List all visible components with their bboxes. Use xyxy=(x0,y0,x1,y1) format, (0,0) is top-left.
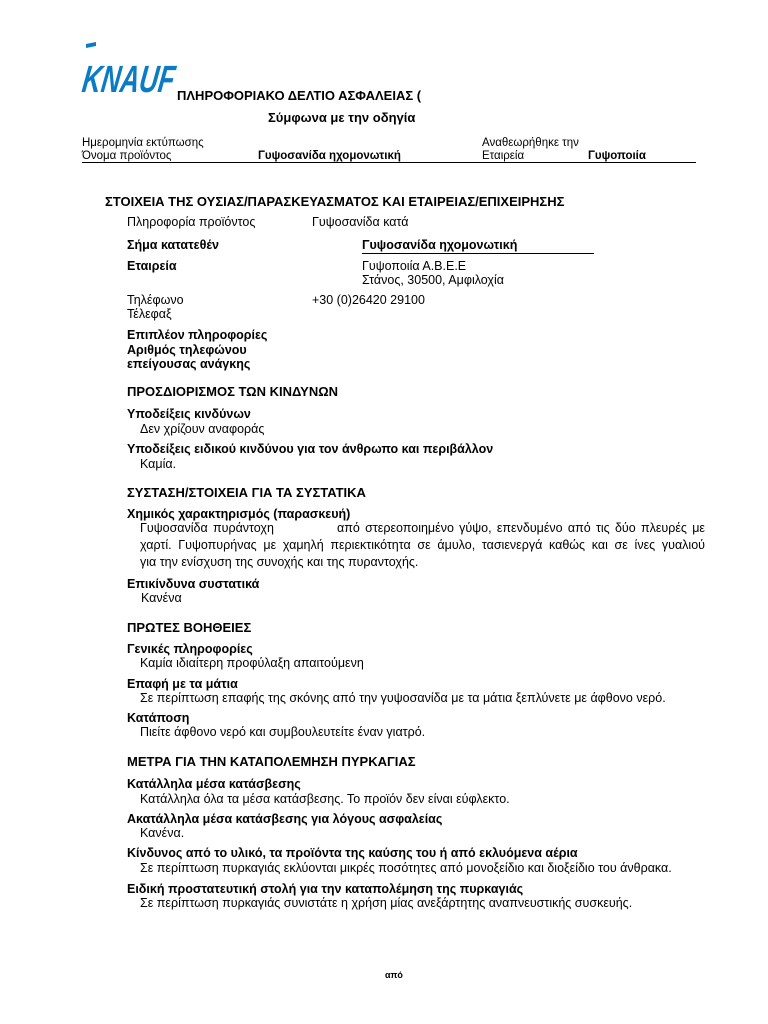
product-info-value: Γυψοσανίδα κατά xyxy=(312,215,409,229)
special-hazard-label: Υποδείξεις ειδικού κινδύνου για τον άνθρωπο και περιβάλλον xyxy=(127,442,494,456)
trademark-underline xyxy=(362,253,594,254)
ingestion-value: Πιείτε άφθονο νερό και συμβουλευτείτε έναν γιατρό. xyxy=(140,725,426,739)
protective-gear-value: Σε περίπτωση πυρκαγιάς συνιστάτε η χρήση μίας ανεξάρτητης αναπνευστικής συσκευής. xyxy=(140,896,633,910)
chemical-label: Χημικός χαρακτηρισμός (παρασκευή) xyxy=(127,507,351,521)
trademark-label: Σήμα κατατεθέν xyxy=(127,238,219,252)
more-info-label: Επιπλέον πληροφορίες xyxy=(127,328,268,342)
hazards-label: Υποδείξεις κινδύνων xyxy=(127,407,251,421)
section4-heading: ΠΡΩΤΕΣ ΒΟΗΘΕΙΕΣ xyxy=(127,620,252,635)
company-line1: Γυψοποιία Α.Β.Ε.Ε xyxy=(362,259,467,273)
combustion-danger-value: Σε περίπτωση πυρκαγιάς εκλύονται μικρές ποσότητες από μονοξείδιο και διοξείδιο του άνθρακα. xyxy=(140,861,672,875)
meta-company-label: Εταιρεία xyxy=(482,150,525,162)
unsuitable-extinguishing-label: Ακατάλληλα μέσα κατάσβεσης για λόγους ασφαλείας xyxy=(127,812,443,826)
product-info-label: Πληροφορία προϊόντος xyxy=(127,215,256,229)
fax-label: Τέλεφαξ xyxy=(127,307,172,321)
unsuitable-extinguishing-value: Κανένα. xyxy=(140,826,185,840)
logo-text: KNAUF xyxy=(79,58,219,101)
chemical-line2: χαρτί. Γυψοπυρήνας με χαμηλή περιεκτικότητα σε άμυλο, τασιενεργά καθώς και σε ίνες γυαλιού xyxy=(140,538,705,552)
section5-heading: ΜΕΤΡΑ ΓΙΑ ΤΗΝ ΚΑΤΑΠΟΛΕΜΗΣΗ ΠΥΡΚΑΓΙΑΣ xyxy=(127,754,416,769)
phone-value: +30 (0)26420 29100 xyxy=(312,293,425,307)
section2-heading: ΠΡΟΣΔΙΟΡΙΣΜΟΣ ΤΩΝ ΚΙΝΔΥΝΩΝ xyxy=(127,384,339,399)
combustion-danger-label: Κίνδυνος από το υλικό, τα προϊόντα της καύσης του ή από εκλυόμενα αέρια xyxy=(127,846,578,860)
page-footer: από xyxy=(385,970,403,980)
special-hazard-value: Καμία. xyxy=(140,457,177,471)
document-title: ΠΛΗΡΟΦΟΡΙΑΚΟ ΔΕΛΤΙΟ ΑΣΦΑΛΕΙΑΣ ( xyxy=(177,88,422,103)
revised-label: Αναθεωρήθηκε την xyxy=(482,137,579,149)
hazards-value: Δεν χρίζουν αναφοράς xyxy=(140,422,265,436)
product-name-label: Όνομα προϊόντος xyxy=(82,150,172,162)
general-info-value: Καμία ιδιαίτερη προφύλαξη απαιτούμενη xyxy=(140,656,364,670)
suitable-extinguishing-value: Κατάλληλα όλα τα μέσα κατάσβεσης. Το προϊόν δεν είναι εύφλεκτο. xyxy=(140,792,510,806)
chemical-line3: για την ενίσχυση της συνοχής και της πυραντοχής. xyxy=(140,555,419,569)
trademark-value: Γυψοσανίδα ηχομονωτική xyxy=(362,238,518,252)
suitable-extinguishing-label: Κατάλληλα μέσα κατάσβεσης xyxy=(127,777,301,791)
emergency-label-line2: επείγουσας ανάγκης xyxy=(127,357,251,371)
chemical-description xyxy=(140,520,705,571)
chemical-line1: Γυψοσανίδα πυράντοχη από στερεοποιημένο γύψο, επενδυμένο από τις δύο πλευρές με xyxy=(140,521,705,535)
ingestion-label: Κατάποση xyxy=(127,711,190,725)
document-subtitle: Σύμφωνα με την οδηγία xyxy=(268,110,416,125)
company-line2: Στάνος, 30500, Αμφιλοχία xyxy=(362,273,504,287)
emergency-label-line1: Αριθμός τηλεφώνου xyxy=(127,343,247,357)
header-divider xyxy=(82,162,696,163)
company-label: Εταιρεία xyxy=(127,259,177,273)
dangerous-ingredients-label: Επικίνδυνα συστατικά xyxy=(127,577,260,591)
dangerous-ingredients-value: Κανένα xyxy=(141,591,182,605)
eye-contact-value: Σε περίπτωση επαφής της σκόνης από την γυψοσανίδα με τα μάτια ξεπλύνετε με άφθονο νερό. xyxy=(140,691,666,705)
print-date-label: Ημερομηνία εκτύπωσης xyxy=(82,137,204,149)
general-info-label: Γενικές πληροφορίες xyxy=(127,642,253,656)
phone-label: Τηλέφωνο xyxy=(127,293,184,307)
meta-company-value: Γυψοποιία xyxy=(588,150,646,162)
knauf-logo xyxy=(79,42,219,101)
product-name-value: Γυψοσανίδα ηχομονωτική xyxy=(258,150,401,162)
section1-heading: ΣΤΟΙΧΕΙΑ ΤΗΣ ΟΥΣΙΑΣ/ΠΑΡΑΣΚΕΥΑΣΜΑΤΟΣ ΚΑΙ ΕΤΑΙΡΕΙΑΣ/ΕΠΙΧΕΙΡΗΣΗΣ xyxy=(105,194,565,209)
section3-heading: ΣΥΣΤΑΣΗ/ΣΤΟΙΧΕΙΑ ΓΙΑ ΤΑ ΣΥΣΤΑΤΙΚΑ xyxy=(127,485,366,500)
eye-contact-label: Επαφή με τα μάτια xyxy=(127,677,238,691)
protective-gear-label: Ειδική προστατευτική στολή για την καταπολέμηση της πυρκαγιάς xyxy=(127,882,524,896)
